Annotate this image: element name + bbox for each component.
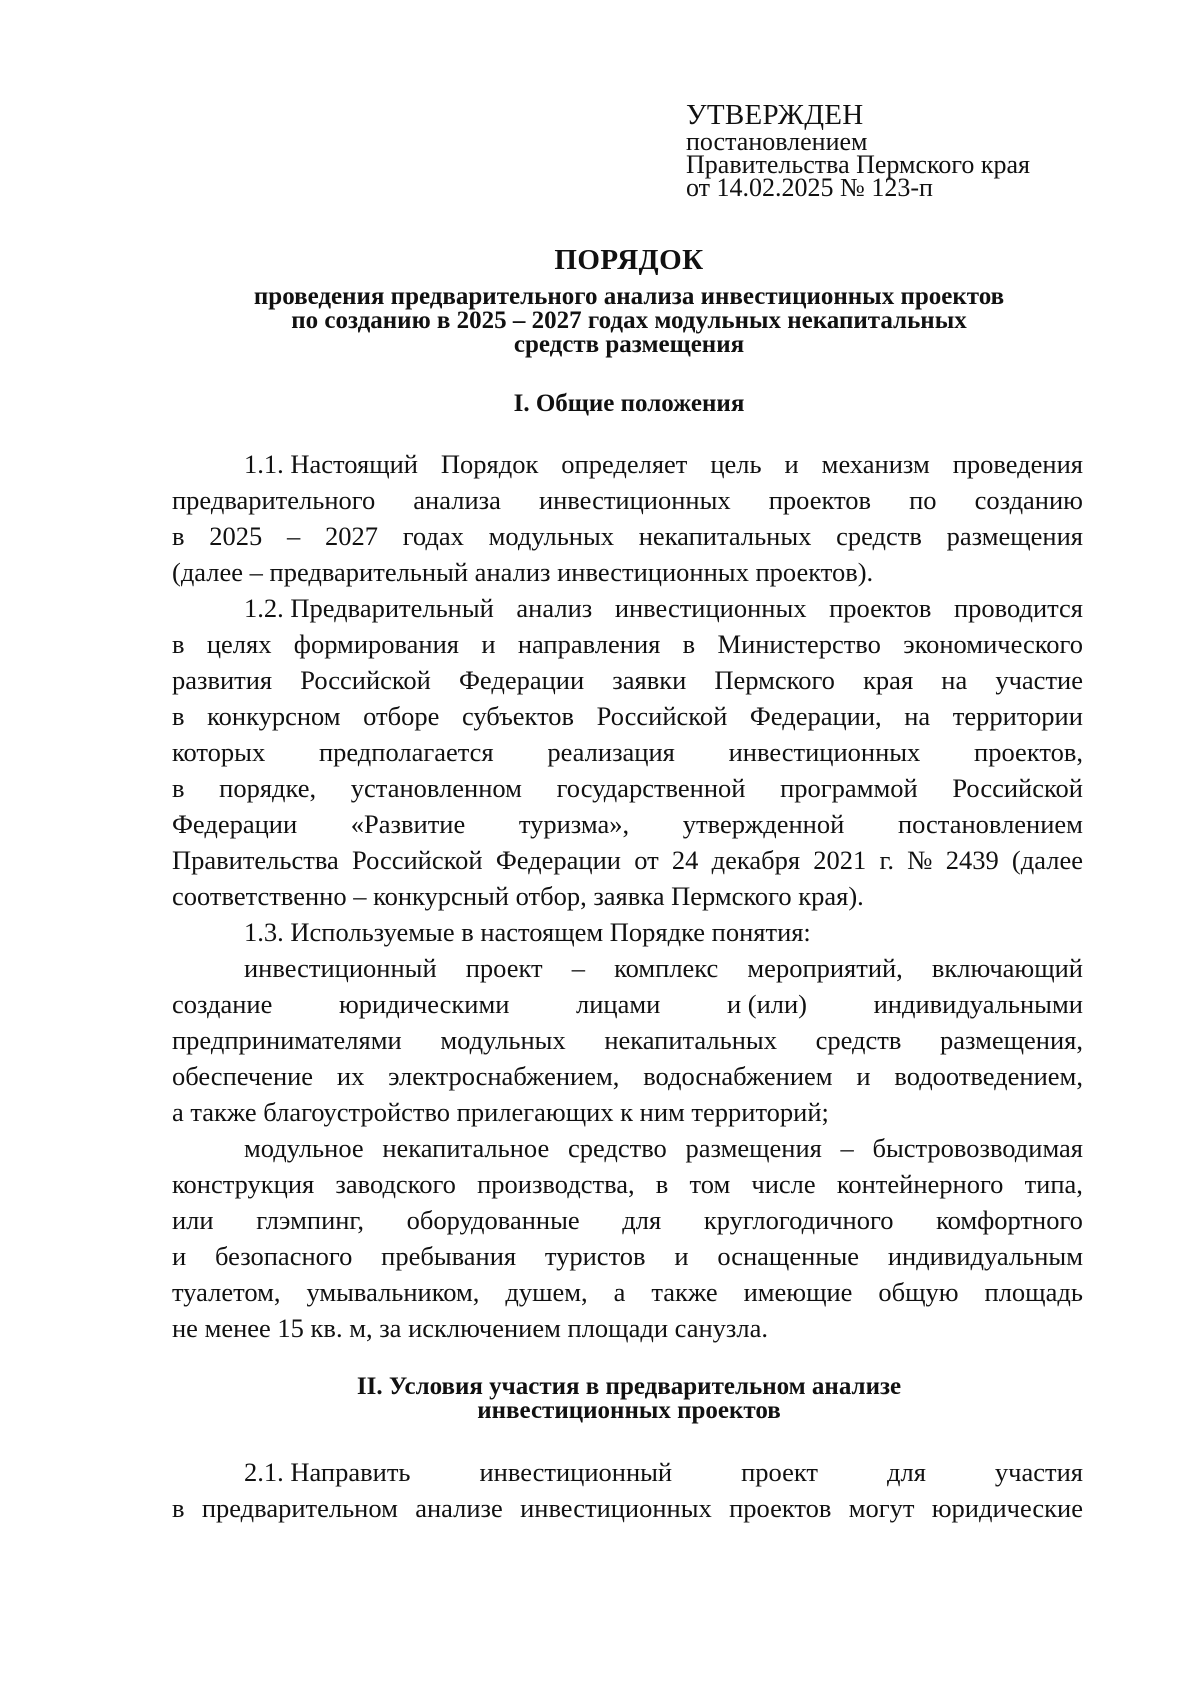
- text-line: [172, 662, 1083, 698]
- word: механизм: [821, 449, 930, 479]
- word: общую: [878, 1277, 959, 1307]
- word: и: [481, 629, 496, 659]
- word: участие: [995, 665, 1083, 695]
- word: лицами: [576, 989, 661, 1019]
- word: предполагается: [318, 737, 494, 767]
- word: формирования: [293, 629, 459, 659]
- subtitle-line: средств размещения: [513, 331, 745, 358]
- word: проект: [741, 1457, 818, 1487]
- word: юридическими: [338, 989, 510, 1019]
- word: юридические: [931, 1493, 1083, 1523]
- text-line: [172, 914, 1083, 950]
- word: и: [172, 1241, 187, 1271]
- word: некапитальное: [382, 1133, 550, 1163]
- word: направления: [517, 629, 661, 659]
- word: анализе: [415, 1493, 503, 1523]
- word: годах: [402, 521, 464, 551]
- text-line: [172, 1130, 1083, 1166]
- line-text: 1.3. Используемые в настоящем Порядке понятия:: [244, 917, 811, 947]
- word: проведения: [952, 449, 1083, 479]
- section-2-body: [172, 1454, 1083, 1526]
- word: числе: [751, 1169, 816, 1199]
- document-subtitle: [0, 285, 1200, 357]
- word: проектов: [729, 1493, 832, 1523]
- text-line: [172, 806, 1083, 842]
- word: конкурсном: [207, 701, 341, 731]
- text-line: [172, 842, 1083, 878]
- word: предпринимателями: [172, 1025, 402, 1055]
- section-2-heading-line: II. Условия участия в предварительном анализе: [356, 1373, 902, 1400]
- word: размещения,: [939, 1025, 1083, 1055]
- word: индивидуальными: [873, 989, 1083, 1019]
- word: инвестиционных: [614, 593, 807, 623]
- word: круглогодичного: [703, 1205, 894, 1235]
- word: «Развитие: [350, 809, 466, 839]
- word: инвестиционных: [538, 485, 731, 515]
- word: быстровозводимая: [872, 1133, 1083, 1163]
- word: в: [172, 701, 185, 731]
- word: созданию: [974, 485, 1083, 515]
- word: безопасного: [214, 1241, 353, 1271]
- word: –: [571, 953, 585, 983]
- text-line: [172, 1490, 1083, 1526]
- word: –: [840, 1133, 854, 1163]
- line-text: не менее 15 кв. м, за исключением площади санузла.: [172, 1313, 768, 1343]
- word: цель: [710, 449, 762, 479]
- word: государственной: [556, 773, 746, 803]
- word: комплекс: [614, 953, 719, 983]
- word: утвержденной: [682, 809, 845, 839]
- word: размещения: [946, 521, 1083, 551]
- word: глэмпинг,: [256, 1205, 364, 1235]
- word: инвестиционный: [244, 953, 437, 983]
- word: водоотведением,: [894, 1061, 1083, 1091]
- text-line: [172, 698, 1083, 734]
- word: участия: [994, 1457, 1083, 1487]
- word: в: [172, 629, 185, 659]
- text-line: [172, 554, 1083, 590]
- word: на: [904, 701, 931, 731]
- word: постановлением: [897, 809, 1083, 839]
- word: в: [172, 773, 185, 803]
- word: проект: [465, 953, 543, 983]
- word: определяет: [561, 449, 688, 479]
- word: проектов: [829, 593, 932, 623]
- word: Федерации: [172, 809, 298, 839]
- word: Федерации: [495, 845, 621, 875]
- text-line: [172, 518, 1083, 554]
- word: также: [651, 1277, 718, 1307]
- text-line: [172, 1274, 1083, 1310]
- word: и: [856, 1061, 871, 1091]
- text-line: [172, 482, 1083, 518]
- word: 1.1. Настоящий: [244, 449, 418, 479]
- line-text: (далее – предварительный анализ инвестиционных проектов).: [172, 557, 874, 587]
- text-line: [172, 986, 1083, 1022]
- text-line: [172, 1238, 1083, 1274]
- text-line: [172, 1166, 1083, 1202]
- word: или: [172, 1205, 214, 1235]
- word: могут: [848, 1493, 915, 1523]
- word: индивидуальным: [887, 1241, 1083, 1271]
- word: модульное: [244, 1133, 364, 1163]
- word: и: [784, 449, 799, 479]
- word: субъектов: [461, 701, 575, 731]
- word: комфортного: [936, 1205, 1083, 1235]
- text-line: [172, 1202, 1083, 1238]
- subtitle-line: проведения предварительного анализа инвестиционных проектов: [253, 283, 1005, 310]
- word: по: [909, 485, 937, 515]
- approval-heading: УТВЕРЖДЕН: [686, 99, 864, 131]
- word: конструкция: [172, 1169, 315, 1199]
- word: обеспечение: [172, 1061, 314, 1091]
- text-line: [172, 1094, 1083, 1130]
- word: умывальником,: [306, 1277, 480, 1307]
- word: модульных: [440, 1025, 566, 1055]
- word: для: [622, 1205, 662, 1235]
- word: мероприятий,: [747, 953, 903, 983]
- word: предварительного: [172, 485, 376, 515]
- word: инвестиционных: [520, 1493, 712, 1523]
- word: экономического: [903, 629, 1083, 659]
- section-1-heading-text: I. Общие положения: [513, 390, 745, 417]
- word: Федерации,: [749, 701, 882, 731]
- word: водоснабжением: [643, 1061, 833, 1091]
- word: Пермского: [714, 665, 835, 695]
- word: в: [172, 1493, 185, 1523]
- word: включающий: [931, 953, 1083, 983]
- text-line: [172, 590, 1083, 626]
- word: размещения: [685, 1133, 822, 1163]
- section-1-heading: [0, 392, 1200, 416]
- text-line: [172, 950, 1083, 986]
- text-line: [172, 770, 1083, 806]
- word: оснащенные: [717, 1241, 860, 1271]
- word: площадь: [984, 1277, 1083, 1307]
- word: контейнерного: [836, 1169, 1004, 1199]
- word: предварительном: [201, 1493, 398, 1523]
- word: Российской: [351, 845, 483, 875]
- text-line: [172, 626, 1083, 662]
- word: установленном: [350, 773, 522, 803]
- word: Порядок: [440, 449, 539, 479]
- word: –: [286, 521, 301, 551]
- word: на: [941, 665, 968, 695]
- approval-line: постановлением: [686, 127, 868, 156]
- word: в: [655, 1169, 669, 1199]
- section-2-heading-line: инвестиционных проектов: [477, 1397, 781, 1424]
- word: анализа: [413, 485, 501, 515]
- word: средство: [567, 1133, 667, 1163]
- word: средств: [836, 521, 922, 551]
- word: средств: [815, 1025, 902, 1055]
- word: в: [172, 521, 185, 551]
- word: некапитальных: [604, 1025, 777, 1055]
- word: 2.1. Направить: [244, 1457, 411, 1487]
- word: г.: [879, 845, 894, 875]
- word: которых: [172, 737, 266, 767]
- word: туризма»,: [518, 809, 630, 839]
- text-line: [172, 1454, 1083, 1490]
- word: края: [863, 665, 914, 695]
- word: декабря: [711, 845, 801, 875]
- word: Правительства: [172, 845, 339, 875]
- word: инвестиционный: [479, 1457, 673, 1487]
- word: программой: [780, 773, 918, 803]
- word: 2021: [813, 845, 867, 875]
- document-title: ПОРЯДОК: [554, 244, 704, 276]
- word: развития: [172, 665, 273, 695]
- word: Российской: [596, 701, 728, 731]
- word: инвестиционных: [728, 737, 921, 767]
- word: модульных: [488, 521, 615, 551]
- word: создание: [172, 989, 273, 1019]
- word: Российской: [952, 773, 1083, 803]
- word: их: [336, 1061, 365, 1091]
- word: №: [907, 845, 933, 875]
- word: для: [887, 1457, 926, 1487]
- word: 2439: [945, 845, 999, 875]
- word: проектов: [768, 485, 871, 515]
- text-line: [172, 878, 1083, 914]
- word: некапитальных: [638, 521, 812, 551]
- text-line: [172, 1310, 1083, 1346]
- word: 2025: [209, 521, 263, 551]
- word: целях: [206, 629, 272, 659]
- word: территории: [952, 701, 1083, 731]
- section-1-body: [172, 446, 1083, 1346]
- text-line: [172, 1022, 1083, 1058]
- text-line: [172, 1058, 1083, 1094]
- word: (далее: [1011, 845, 1083, 875]
- word: порядке,: [219, 773, 317, 803]
- word: электроснабжением,: [388, 1061, 620, 1091]
- word: душем,: [505, 1277, 588, 1307]
- word: Министерство: [717, 629, 881, 659]
- subtitle-line: по созданию в 2025 – 2027 годах модульных некапитальных: [291, 307, 967, 334]
- word: туалетом,: [172, 1277, 281, 1307]
- word: Федерации: [459, 665, 585, 695]
- text-line: [172, 446, 1083, 482]
- word: анализ: [516, 593, 593, 623]
- word: 1.2. Предварительный: [244, 593, 494, 623]
- word: производства,: [477, 1169, 635, 1199]
- word: в: [682, 629, 696, 659]
- word: пребывания: [381, 1241, 517, 1271]
- word: том: [689, 1169, 731, 1199]
- line-text: а также благоустройство прилегающих к ним территорий;: [172, 1097, 829, 1127]
- section-2-heading: [0, 1375, 1200, 1423]
- word: 2027: [324, 521, 378, 551]
- word: проектов,: [974, 737, 1083, 767]
- text-line: [172, 734, 1083, 770]
- word: оборудованные: [406, 1205, 580, 1235]
- approval-line: Правительства Пермского края: [686, 150, 1030, 179]
- approval-line: от 14.02.2025 № 123-п: [686, 173, 933, 202]
- approval-stamp: [686, 99, 1106, 202]
- word: заводского: [335, 1169, 456, 1199]
- word: туристов: [544, 1241, 646, 1271]
- word: от: [634, 845, 659, 875]
- line-text: соответственно – конкурсный отбор, заявка Пермского края).: [172, 881, 864, 911]
- word: заявки: [612, 665, 687, 695]
- word: реализация: [547, 737, 675, 767]
- word: проводится: [953, 593, 1083, 623]
- word: и (или): [726, 989, 807, 1019]
- word: имеющие: [743, 1277, 853, 1307]
- word: отборе: [363, 701, 440, 731]
- word: 24: [671, 845, 699, 875]
- word: типа,: [1024, 1169, 1083, 1199]
- word: и: [674, 1241, 689, 1271]
- word: а: [613, 1277, 626, 1307]
- word: Российской: [300, 665, 431, 695]
